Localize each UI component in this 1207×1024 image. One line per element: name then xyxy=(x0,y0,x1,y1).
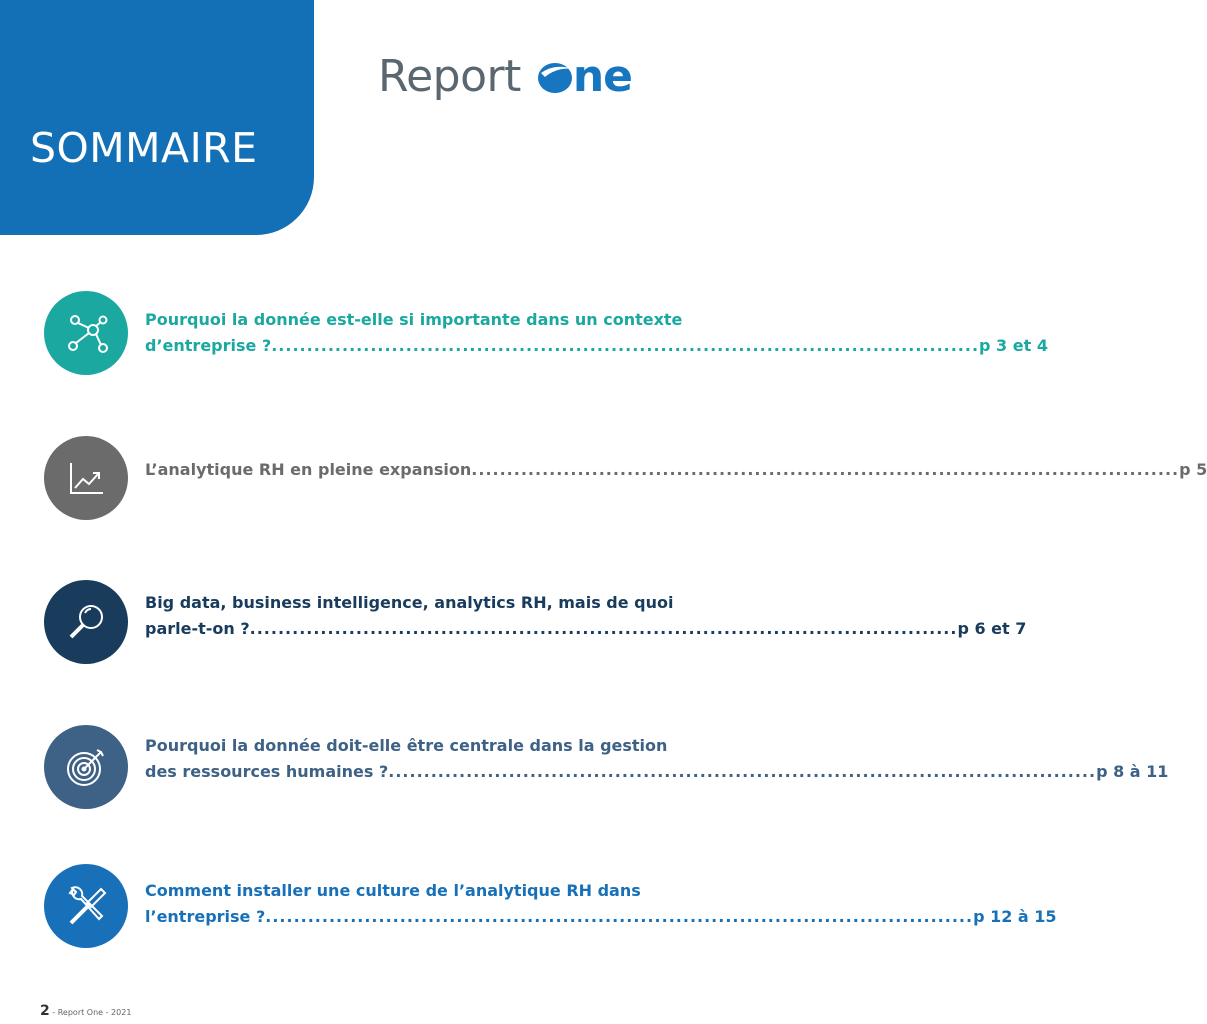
toc-item-5[interactable] xyxy=(44,864,1057,948)
toc-text-2 xyxy=(145,457,1207,483)
toc-page: p 3 et 4 xyxy=(979,336,1048,355)
dot-leader: .................................................................................................... xyxy=(265,907,974,926)
logo-word: Report xyxy=(378,51,521,102)
magnifier-icon xyxy=(44,580,128,664)
toc-title-cont: parle-t-on ? xyxy=(145,619,250,638)
dot-leader: .................................................................................................... xyxy=(271,336,980,355)
toc-item-1[interactable] xyxy=(44,291,1048,375)
toc-title: Pourquoi la donnée doit-elle être centrale dans la gestion xyxy=(145,736,668,755)
toc-page: p 12 à 15 xyxy=(973,907,1057,926)
toc-text-3 xyxy=(145,590,1027,642)
target-icon xyxy=(44,725,128,809)
toc-title: Pourquoi la donnée est-elle si importante dans un contexte xyxy=(145,310,683,329)
toc-text-4 xyxy=(145,733,1169,785)
dot-leader: .................................................................................................... xyxy=(388,762,1097,781)
dot-leader: .................................................................................................... xyxy=(249,619,958,638)
report-one-logo xyxy=(378,42,632,112)
toc-page: p 8 à 11 xyxy=(1096,762,1169,781)
toc-title: L’analytique RH en pleine expansion xyxy=(145,460,472,479)
page-title: SOMMAIRE xyxy=(30,124,258,172)
toc-page: p 6 et 7 xyxy=(957,619,1027,638)
toc-item-2[interactable] xyxy=(44,436,1207,520)
trend-chart-icon xyxy=(44,436,128,520)
toc-page: p 5 xyxy=(1179,460,1207,479)
toc-title: Big data, business intelligence, analytics RH, mais de quoi xyxy=(145,593,674,612)
footer-text: - Report One - 2021 xyxy=(49,1008,132,1017)
toc-text-1 xyxy=(145,307,1048,359)
header-block xyxy=(0,0,314,235)
toc-title-cont: l’entreprise ? xyxy=(145,907,266,926)
logo-one-text: ne xyxy=(572,51,633,102)
network-icon xyxy=(44,291,128,375)
tools-icon xyxy=(44,864,128,948)
toc-title: Comment installer une culture de l’analytique RH dans xyxy=(145,881,641,900)
page-footer xyxy=(40,1003,131,1019)
toc-text-5 xyxy=(145,878,1057,930)
dot-leader: .................................................................................................... xyxy=(471,460,1180,479)
toc-item-4[interactable] xyxy=(44,725,1169,809)
logo-o-icon xyxy=(535,57,575,97)
logo-one xyxy=(535,51,633,102)
toc-title-cont: d’entreprise ? xyxy=(145,336,272,355)
page-number: 2 xyxy=(40,1003,50,1019)
toc-item-3[interactable] xyxy=(44,580,1027,664)
toc-title-cont: des ressources humaines ? xyxy=(145,762,389,781)
